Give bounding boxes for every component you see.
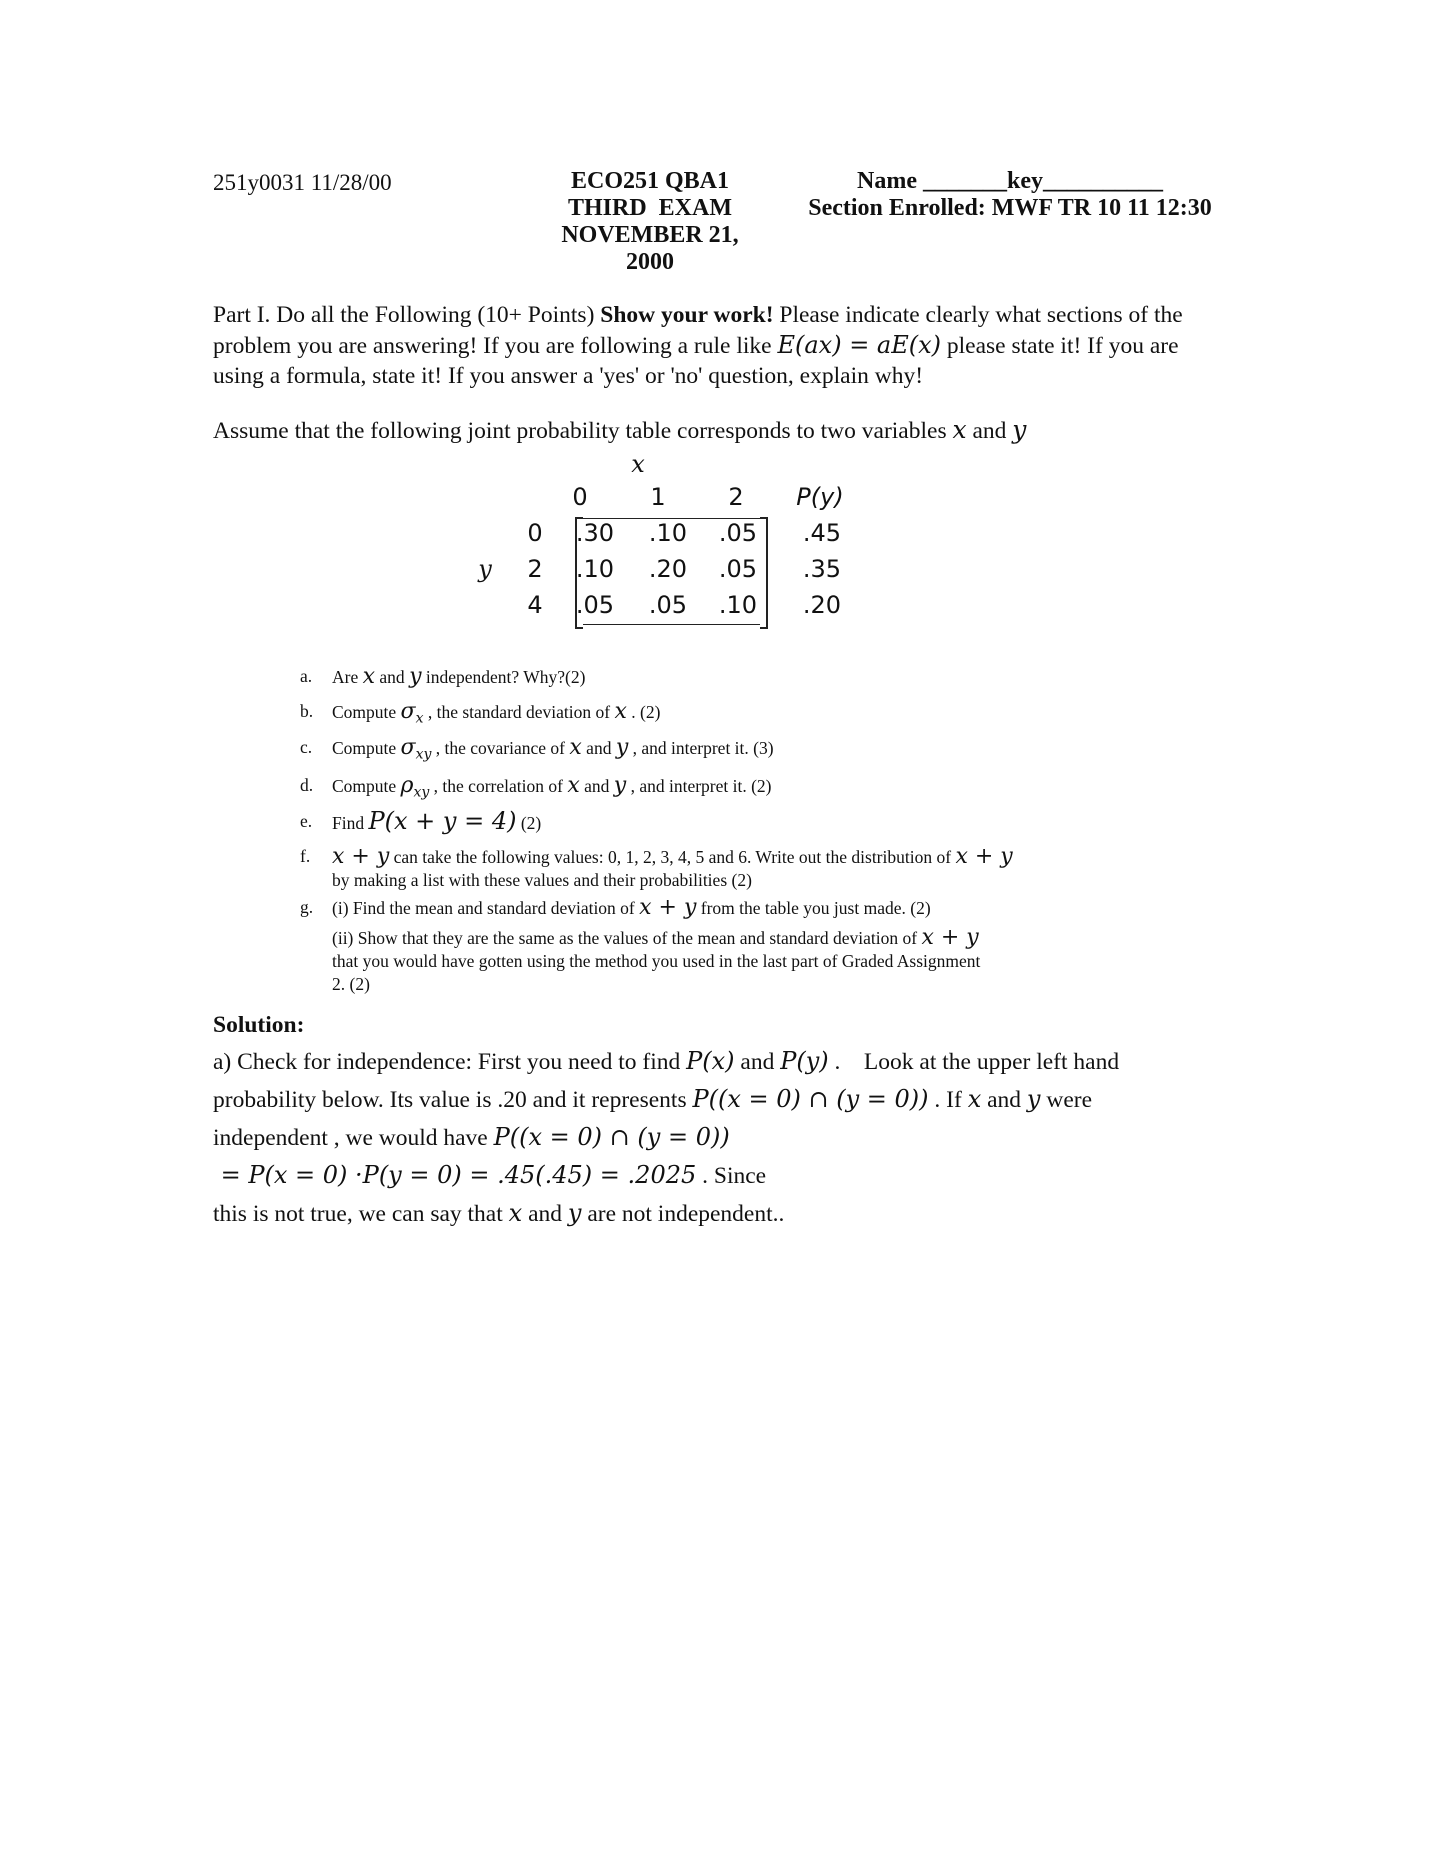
assume-text: Assume that the following joint probability table corresponds to two variables — [213, 418, 953, 444]
col-header-1: 1 — [650, 483, 666, 511]
cell-2-0: .05 — [575, 591, 615, 619]
part1-text2: please state it! If you are using a formula, state it! If you answer a 'yes' or 'no' question, explain why! — [213, 333, 1179, 389]
cell-1-2: .05 — [718, 555, 758, 583]
question-text: can take the following values: 0, 1, 2, 3, 4, 5 and 6. Write out the distribution of — [389, 847, 956, 867]
question-text: Compute — [332, 738, 401, 758]
question-text: Compute — [332, 776, 401, 796]
question-text: independent? Why?(2) — [421, 667, 586, 687]
solution-text: probability below. Its value is .20 and it represents — [213, 1087, 693, 1113]
part1-intro: Part I. Do all the Following (10+ Points) — [213, 302, 601, 328]
cell-0-0: .30 — [575, 519, 615, 547]
question-math-sub: xy — [415, 746, 432, 763]
solution-math: x — [967, 1085, 982, 1113]
question-math: x + y — [639, 895, 697, 920]
row-header-0: 0 — [527, 519, 543, 547]
question-math: x + y — [955, 844, 1013, 869]
solution-text: this is not true, we can say that — [213, 1201, 509, 1227]
solution-line-4 — [213, 1195, 1253, 1233]
matrix-bottom-rule — [583, 624, 760, 625]
question-math: x + y — [921, 925, 979, 950]
exam-date: NOVEMBER 21, 2000 — [561, 222, 739, 275]
row-header-2: 4 — [527, 591, 543, 619]
question-text: Compute — [332, 702, 401, 722]
solution-text: are not independent.. — [581, 1201, 785, 1227]
question-text: Are — [332, 667, 363, 687]
question-math: y — [409, 664, 422, 689]
exam-name: THIRD EXAM — [567, 195, 732, 221]
question-math: y — [613, 773, 627, 798]
question-label: e. — [300, 811, 313, 831]
py-1: .35 — [802, 555, 842, 583]
question-text: , the covariance of — [431, 738, 570, 758]
question-math: y — [615, 735, 629, 760]
question-math: x — [569, 735, 582, 760]
solution-math: P(y) — [780, 1047, 829, 1075]
assume-statement — [213, 415, 1213, 446]
question-text: and — [375, 667, 410, 687]
section-enrolled: Section Enrolled: MWF TR 10 11 12:30 — [808, 195, 1212, 221]
show-work-emphasis: Show your work! — [600, 302, 774, 328]
question-text: , and interpret it. (2) — [626, 776, 772, 796]
solution-text: independent , we would have — [213, 1125, 494, 1151]
assume-var-x: x — [952, 415, 967, 444]
py-header: P(y) — [796, 483, 844, 511]
solution-math: y — [567, 1199, 582, 1227]
course-title-block — [540, 168, 760, 276]
question-math: P(x + y = 4) — [368, 807, 517, 835]
question-math: x + y — [332, 844, 390, 869]
solution-title: Solution: — [213, 1012, 305, 1038]
question-text: and — [579, 776, 614, 796]
solution-math: x — [508, 1199, 523, 1227]
table-y-label: y — [478, 555, 492, 583]
question-text: by making a list with these values and their probabilities (2) — [332, 870, 752, 890]
question-math: x — [567, 773, 580, 798]
question-text: (2) — [516, 813, 542, 833]
question-math: σ — [400, 699, 416, 724]
solution-math: P((x = 0) ∩ (y = 0)) — [692, 1085, 929, 1113]
name-block — [800, 168, 1220, 222]
solution-text: were — [1040, 1087, 1093, 1113]
assume-var-y: y — [1012, 415, 1027, 444]
question-label: c. — [300, 737, 313, 757]
solution-text: . Since — [696, 1163, 767, 1189]
question-label: d. — [300, 775, 314, 795]
question-label: f. — [300, 846, 311, 866]
question-math-sub: xy — [413, 784, 430, 801]
table-x-label: x — [631, 450, 645, 478]
question-text: from the table you just made. (2) — [696, 898, 931, 918]
question-text: , and interpret it. (3) — [628, 738, 774, 758]
question-math: x — [362, 664, 376, 689]
joint-probability-table — [470, 450, 890, 650]
col-header-2: 2 — [728, 483, 744, 511]
question-text: (ii) Show that they are the same as the values of the mean and standard deviation of — [332, 928, 922, 948]
solution-math: P(x) — [686, 1047, 735, 1075]
solution-line-3 — [213, 1119, 1253, 1195]
col-header-0: 0 — [572, 483, 588, 511]
py-2: .20 — [802, 591, 842, 619]
solution-text: . If — [928, 1087, 968, 1113]
cell-2-1: .05 — [648, 591, 688, 619]
question-math-sub: x — [415, 710, 424, 727]
question-text: and — [581, 738, 616, 758]
solution-text: a) Check for independence: First you need to find — [213, 1049, 687, 1075]
solution-text: and — [981, 1087, 1027, 1113]
cell-0-2: .05 — [718, 519, 758, 547]
question-label: g. — [300, 897, 314, 917]
py-0: .45 — [802, 519, 842, 547]
rule-formula: E(ax) = aE(x) — [777, 331, 942, 359]
question-math: σ — [400, 735, 416, 760]
question-label: a. — [300, 666, 313, 686]
question-math: x — [614, 699, 627, 724]
question-text: Find — [332, 813, 369, 833]
cell-0-1: .10 — [648, 519, 688, 547]
question-text: , the standard deviation of — [423, 702, 615, 722]
solution-line-1 — [213, 1043, 1253, 1081]
course-name: ECO251 QBA1 — [570, 168, 729, 194]
row-header-1: 2 — [527, 555, 543, 583]
solution-text: and — [522, 1201, 568, 1227]
document-id: 251y0031 11/28/00 — [213, 170, 392, 195]
question-label: b. — [300, 701, 314, 721]
cell-2-2: .10 — [718, 591, 758, 619]
solution-line-2 — [213, 1081, 1253, 1119]
solution-math: = P(x = 0) ·P(y = 0) = .45(.45) = .2025 — [213, 1161, 697, 1189]
question-text: that you would have gotten using the method you used in the last part of Graded Assignment — [332, 951, 981, 971]
question-text: 2. (2) — [332, 974, 370, 994]
assume-and: and — [966, 418, 1013, 444]
question-text: . (2) — [626, 702, 661, 722]
solution-math: y — [1026, 1085, 1041, 1113]
question-text: (i) Find the mean and standard deviation of — [332, 898, 640, 918]
name-field: Name _______key__________ — [857, 168, 1163, 194]
part1-instructions — [213, 300, 1233, 391]
solution-text: and — [734, 1049, 781, 1075]
solution-text: . Look at the upper left hand — [828, 1049, 1120, 1075]
cell-1-1: .20 — [648, 555, 688, 583]
solution-body — [213, 1043, 1253, 1233]
part1-text1: Please indicate clearly what sections of the problem you are answering! If you are following a rule like — [213, 302, 1183, 359]
question-math: ρ — [400, 773, 414, 798]
solution-math: P((x = 0) ∩ (y = 0)) — [493, 1123, 730, 1151]
question-text: , the correlation of — [429, 776, 568, 796]
cell-1-0: .10 — [575, 555, 615, 583]
